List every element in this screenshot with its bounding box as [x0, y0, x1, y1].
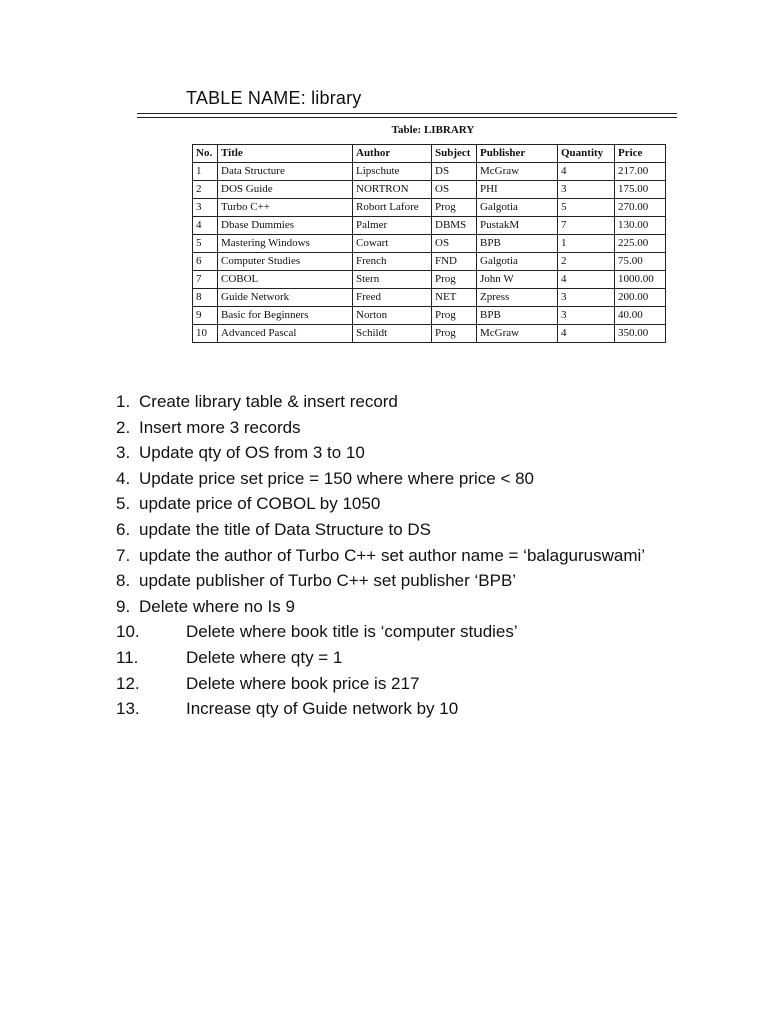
list-item-number: 12.	[116, 673, 140, 693]
col-header-no: No.	[193, 145, 218, 163]
cell-no: 1	[193, 163, 218, 181]
list-item-number: 5.	[116, 494, 131, 514]
cell-subject: DBMS	[432, 217, 477, 235]
cell-title: Guide Network	[218, 289, 353, 307]
cell-no: 7	[193, 271, 218, 289]
cell-author: Norton	[353, 307, 432, 325]
list-item	[116, 645, 716, 671]
list-item-number: 8.	[116, 571, 131, 591]
cell-quantity: 5	[558, 199, 615, 217]
cell-title: Advanced Pascal	[218, 325, 353, 343]
list-item-number: 2.	[116, 417, 131, 437]
cell-subject: NET	[432, 289, 477, 307]
list-item-text: Create library table & insert record	[139, 392, 398, 411]
cell-author: French	[353, 253, 432, 271]
list-item-number: 13.	[116, 699, 140, 719]
list-item	[116, 466, 716, 492]
cell-quantity: 7	[558, 217, 615, 235]
table-row	[193, 235, 666, 253]
cell-price: 217.00	[615, 163, 666, 181]
list-item	[116, 491, 716, 517]
list-item-text: update the author of Turbo C++ set author name = ‘balaguruswami’	[139, 545, 646, 565]
table-row	[193, 217, 666, 235]
page-heading: TABLE NAME: library	[186, 88, 362, 108]
list-item	[116, 594, 716, 620]
cell-title: Computer Studies	[218, 253, 353, 271]
cell-author: Lipschute	[353, 163, 432, 181]
cell-quantity: 1	[558, 235, 615, 253]
list-item-text: Delete where qty = 1	[186, 647, 343, 667]
cell-quantity: 3	[558, 307, 615, 325]
col-header-title: Title	[218, 145, 353, 163]
cell-price: 270.00	[615, 199, 666, 217]
cell-price: 350.00	[615, 325, 666, 343]
table-row	[193, 253, 666, 271]
cell-subject: Prog	[432, 271, 477, 289]
list-item-text: Increase qty of Guide network by 10	[186, 699, 459, 719]
list-item-text: Delete where book price is 217	[186, 673, 420, 693]
cell-subject: Prog	[432, 199, 477, 217]
library-table	[192, 144, 666, 343]
task-list	[116, 389, 716, 722]
cell-quantity: 3	[558, 181, 615, 199]
cell-quantity: 2	[558, 253, 615, 271]
cell-subject: FND	[432, 253, 477, 271]
table-row	[193, 307, 666, 325]
cell-quantity: 4	[558, 271, 615, 289]
list-item	[116, 619, 716, 645]
list-item-text: Delete where no Is 9	[139, 596, 295, 616]
cell-title: COBOL	[218, 271, 353, 289]
col-header-price: Price	[615, 145, 666, 163]
list-item-number: 1.	[116, 392, 131, 411]
table-row	[193, 181, 666, 199]
cell-title: Dbase Dummies	[218, 217, 353, 235]
list-item	[116, 568, 716, 594]
list-item-text: Update qty of OS from 3 to 10	[139, 443, 365, 463]
cell-author: Stern	[353, 271, 432, 289]
cell-subject: DS	[432, 163, 477, 181]
list-item-number: 3.	[116, 443, 131, 463]
list-item	[116, 696, 716, 722]
cell-quantity: 4	[558, 325, 615, 343]
cell-author: Robort Lafore	[353, 199, 432, 217]
cell-author: Palmer	[353, 217, 432, 235]
table-body	[193, 163, 666, 343]
list-item-number: 9.	[116, 596, 131, 616]
cell-publisher: McGraw	[477, 163, 558, 181]
table-row	[193, 271, 666, 289]
list-item	[116, 671, 716, 697]
cell-publisher: John W	[477, 271, 558, 289]
cell-quantity: 4	[558, 163, 615, 181]
cell-no: 8	[193, 289, 218, 307]
cell-subject: OS	[432, 181, 477, 199]
cell-price: 225.00	[615, 235, 666, 253]
cell-author: Cowart	[353, 235, 432, 253]
cell-author: NORTRON	[353, 181, 432, 199]
cell-author: Schildt	[353, 325, 432, 343]
cell-no: 10	[193, 325, 218, 343]
table-caption: Table: LIBRARY	[391, 124, 475, 136]
list-item	[116, 517, 716, 543]
cell-no: 4	[193, 217, 218, 235]
col-header-subject: Subject	[432, 145, 477, 163]
list-item-text: Update price set price = 150 where where price < 80	[139, 468, 535, 488]
list-item-number: 4.	[116, 468, 131, 488]
list-item-number: 10.	[116, 622, 140, 642]
cell-publisher: PustakM	[477, 217, 558, 235]
table-row	[193, 163, 666, 181]
cell-publisher: PHI	[477, 181, 558, 199]
list-item-number: 11.	[116, 647, 139, 667]
col-header-quantity: Quantity	[558, 145, 615, 163]
cell-price: 200.00	[615, 289, 666, 307]
list-item-text: Delete where book title is ‘computer studies’	[186, 622, 518, 642]
cell-title: Turbo C++	[218, 199, 353, 217]
cell-title: Data Structure	[218, 163, 353, 181]
cell-no: 9	[193, 307, 218, 325]
table-row	[193, 289, 666, 307]
cell-price: 75.00	[615, 253, 666, 271]
cell-author: Freed	[353, 289, 432, 307]
table-row	[193, 199, 666, 217]
cell-publisher: Galgotia	[477, 199, 558, 217]
cell-title: Basic for Beginners	[218, 307, 353, 325]
list-item	[116, 440, 716, 466]
col-header-publisher: Publisher	[477, 145, 558, 163]
list-item-number: 6.	[116, 519, 131, 539]
cell-publisher: Galgotia	[477, 253, 558, 271]
cell-quantity: 3	[558, 289, 615, 307]
cell-subject: OS	[432, 235, 477, 253]
cell-subject: Prog	[432, 307, 477, 325]
cell-publisher: Zpress	[477, 289, 558, 307]
cell-price: 130.00	[615, 217, 666, 235]
cell-no: 5	[193, 235, 218, 253]
cell-no: 3	[193, 199, 218, 217]
list-item	[116, 415, 716, 441]
list-item-text: update price of COBOL by 1050	[139, 494, 381, 514]
list-item-number: 7.	[116, 545, 131, 565]
cell-no: 2	[193, 181, 218, 199]
cell-title: Mastering Windows	[218, 235, 353, 253]
cell-title: DOS Guide	[218, 181, 353, 199]
cell-publisher: McGraw	[477, 325, 558, 343]
cell-price: 40.00	[615, 307, 666, 325]
list-item-text: Insert more 3 records	[139, 417, 301, 437]
cell-price: 175.00	[615, 181, 666, 199]
list-item-text: update the title of Data Structure to DS	[139, 519, 431, 539]
list-item	[116, 543, 716, 569]
cell-publisher: BPB	[477, 235, 558, 253]
table-row	[193, 325, 666, 343]
list-item-text: update publisher of Turbo C++ set publisher ‘BPB’	[139, 571, 517, 591]
heading-rule	[137, 113, 677, 118]
cell-subject: Prog	[432, 325, 477, 343]
col-header-author: Author	[353, 145, 432, 163]
cell-publisher: BPB	[477, 307, 558, 325]
cell-price: 1000.00	[615, 271, 666, 289]
table-header-row	[193, 145, 666, 163]
cell-no: 6	[193, 253, 218, 271]
list-item	[116, 389, 716, 415]
